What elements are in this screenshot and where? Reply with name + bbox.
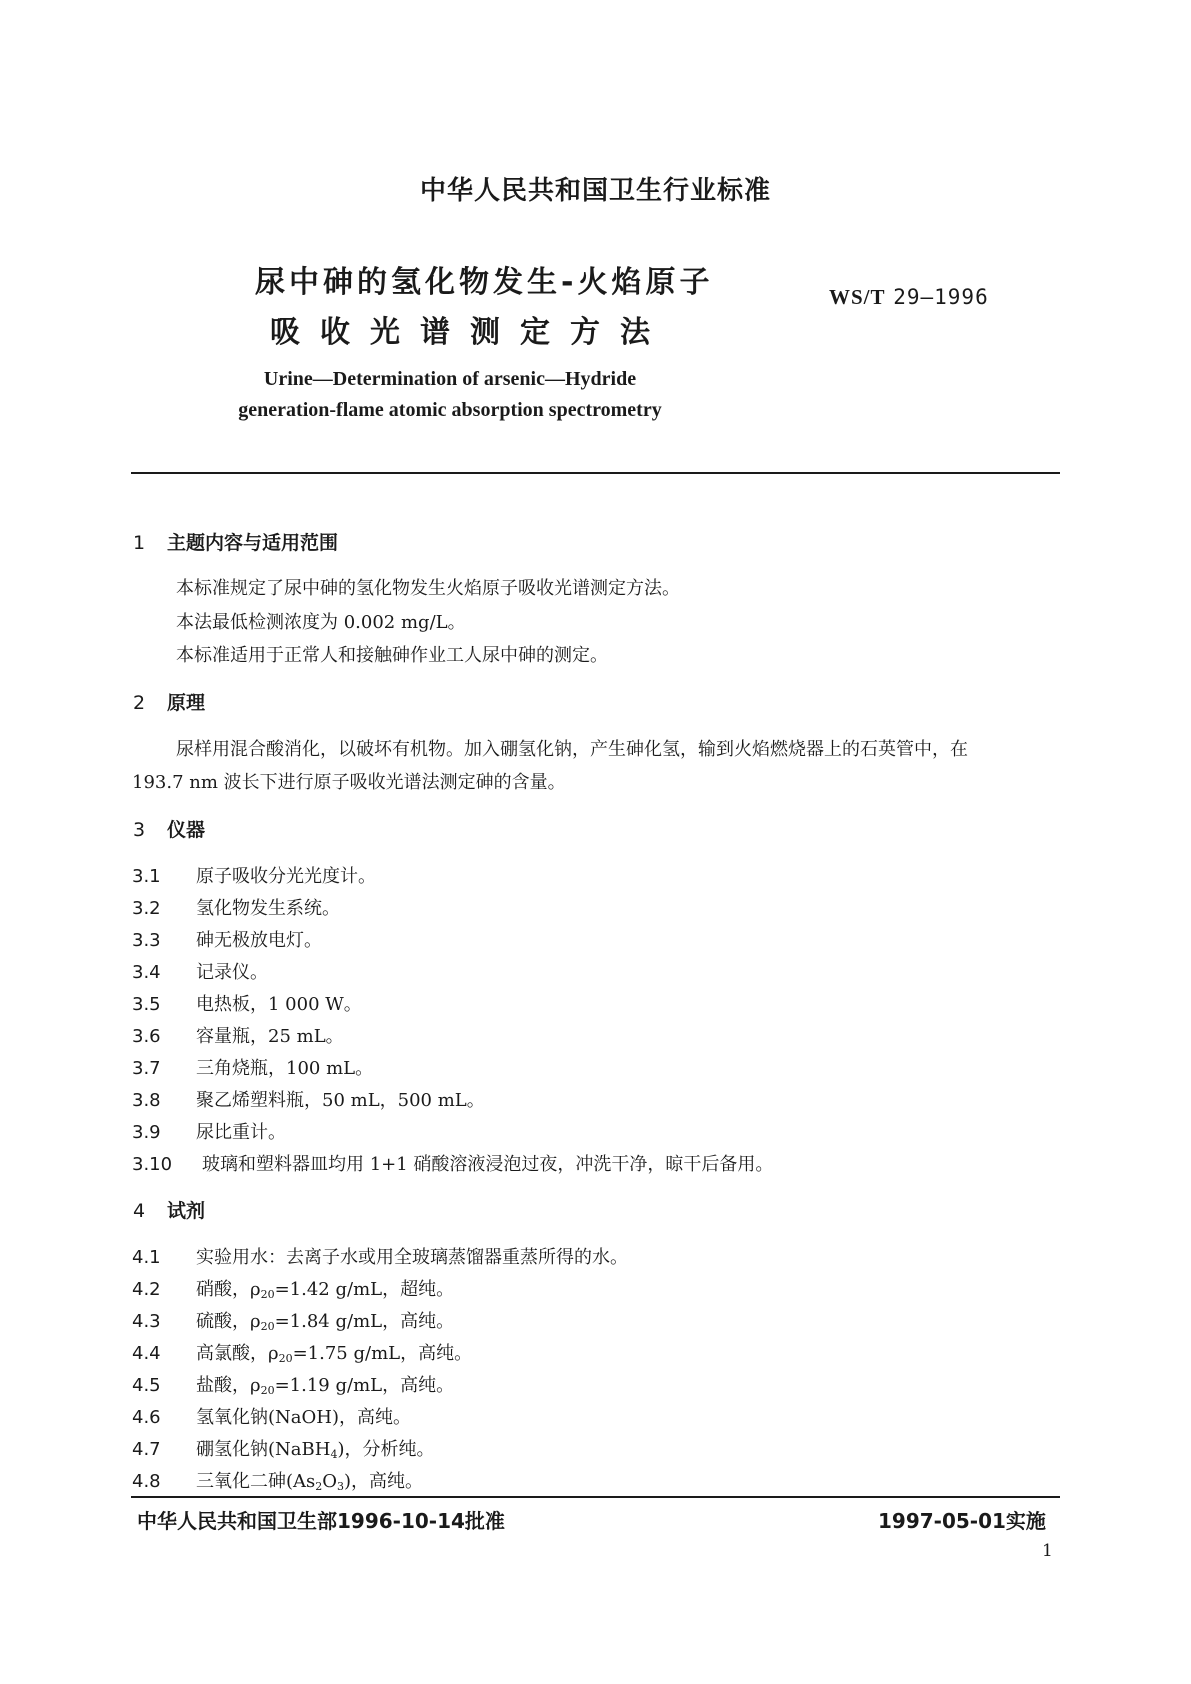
list-item (132, 926, 322, 952)
section-4-heading (133, 1196, 205, 1223)
list-item (132, 1307, 454, 1333)
section-number: 1 (133, 532, 146, 554)
item-text: 硝酸，$\rho_{20}=1.42$ g/mL，超纯。 (196, 1279, 455, 1301)
section-number: 2 (133, 692, 146, 714)
standard-number (829, 285, 989, 310)
paragraph: 本法最低检测浓度为 0.002 mg/L。 (176, 612, 466, 633)
paragraph: 本标准适用于正常人和接触砷作业工人尿中砷的测定。 (176, 645, 608, 666)
item-number: 4.5 (132, 1375, 161, 1396)
list-item (132, 1371, 454, 1397)
item-number: 3.3 (132, 930, 161, 951)
list-item (132, 1150, 773, 1176)
section-1-heading (133, 528, 338, 555)
document-title-line-1: 尿中砷的氢化物发生-火焰原子 (255, 265, 714, 300)
paragraph: 本标准规定了尿中砷的氢化物发生火焰原子吸收光谱测定方法。 (176, 578, 680, 599)
section-2-heading (133, 688, 205, 715)
list-item (132, 1435, 434, 1461)
item-number: 3.8 (132, 1090, 161, 1111)
paragraph: 尿样用混合酸消化，以破坏有机物。加入硼氢化钠，产生砷化氢，输到火焰燃烧器上的石英管中，在 (176, 739, 968, 760)
english-title-line-1: Urine—Determination of arsenic—Hydride (263, 368, 637, 390)
item-text: 实验用水：去离子水或用全玻璃蒸馏器重蒸所得的水。 (196, 1247, 628, 1268)
list-item (132, 1022, 344, 1048)
document-header-org: 中华人民共和国卫生行业标准 (419, 176, 771, 206)
standard-code: WS/T (829, 285, 886, 309)
section-number: 3 (133, 819, 146, 841)
list-item (132, 1086, 485, 1112)
section-title: 原理 (167, 692, 206, 714)
item-text: 盐酸，$\rho_{20}=1.19$ g/mL，高纯。 (196, 1375, 455, 1397)
item-number: 3.10 (132, 1154, 173, 1175)
item-number: 4.4 (132, 1343, 161, 1364)
document-title-line-2: 吸收光谱测定方法 (270, 315, 670, 350)
standard-year: 29—1996 (893, 285, 989, 309)
list-item (132, 862, 376, 888)
item-number: 4.8 (132, 1471, 161, 1492)
list-item (132, 1054, 373, 1080)
list-item (132, 894, 340, 920)
item-number: 3.4 (132, 962, 161, 983)
footer-divider (131, 1496, 1060, 1498)
english-title-line-2: generation-flame atomic absorption spectrometry (238, 399, 662, 421)
item-text: 氢化物发生系统。 (196, 898, 340, 919)
page-number: 1 (1042, 1541, 1053, 1561)
item-number: 3.2 (132, 898, 161, 919)
paragraph: 193.7 nm 波长下进行原子吸收光谱法测定砷的含量。 (132, 772, 566, 793)
item-text: 高氯酸，$\rho_{20}=1.75$ g/mL，高纯。 (196, 1343, 473, 1365)
item-number: 3.6 (132, 1026, 161, 1047)
item-text: 硫酸，$\rho_{20}=1.84$ g/mL，高纯。 (196, 1311, 455, 1333)
item-number: 4.6 (132, 1407, 161, 1428)
header-divider (131, 472, 1060, 474)
list-item (132, 1118, 286, 1144)
item-number: 4.7 (132, 1439, 161, 1460)
item-text: 容量瓶，25 mL。 (196, 1026, 344, 1047)
item-text: 硼氢化钠(NaBH$_4$)，分析纯。 (196, 1439, 435, 1461)
item-text: 砷无极放电灯。 (196, 930, 322, 951)
list-item (132, 1339, 472, 1365)
item-text: 原子吸收分光光度计。 (196, 866, 376, 887)
list-item (132, 1403, 411, 1429)
section-title: 主题内容与适用范围 (167, 532, 339, 554)
item-text: 三氧化二砷$(As_2O_3)$，高纯。 (196, 1471, 424, 1493)
item-text: 记录仪。 (196, 962, 268, 983)
list-item (132, 1275, 454, 1301)
item-text: 电热板，1 000 W。 (196, 994, 362, 1015)
section-3-heading (133, 815, 205, 842)
item-text: 玻璃和塑料器皿均用 1+1 硝酸溶液浸泡过夜，冲洗干净，晾干后备用。 (202, 1154, 774, 1175)
item-number: 3.9 (132, 1122, 161, 1143)
item-text: 三角烧瓶，100 mL。 (196, 1058, 374, 1079)
item-text: 尿比重计。 (196, 1122, 286, 1143)
section-title: 试剂 (167, 1200, 206, 1222)
section-title: 仪器 (167, 819, 206, 841)
list-item (132, 958, 268, 984)
approval-line: 中华人民共和国卫生部1996-10-14批准 (137, 1509, 505, 1533)
item-number: 3.1 (132, 866, 161, 887)
list-item (132, 1467, 423, 1493)
item-number: 4.2 (132, 1279, 161, 1300)
item-text: 聚乙烯塑料瓶，50 mL，500 mL。 (196, 1090, 485, 1111)
implementation-date: 1997-05-01实施 (878, 1509, 1046, 1533)
list-item (132, 990, 362, 1016)
item-text: 氢氧化钠(NaOH)，高纯。 (196, 1407, 411, 1428)
section-number: 4 (133, 1200, 146, 1222)
list-item (132, 1243, 628, 1269)
item-number: 4.1 (132, 1247, 161, 1268)
item-number: 3.7 (132, 1058, 161, 1079)
item-number: 4.3 (132, 1311, 161, 1332)
item-number: 3.5 (132, 994, 161, 1015)
